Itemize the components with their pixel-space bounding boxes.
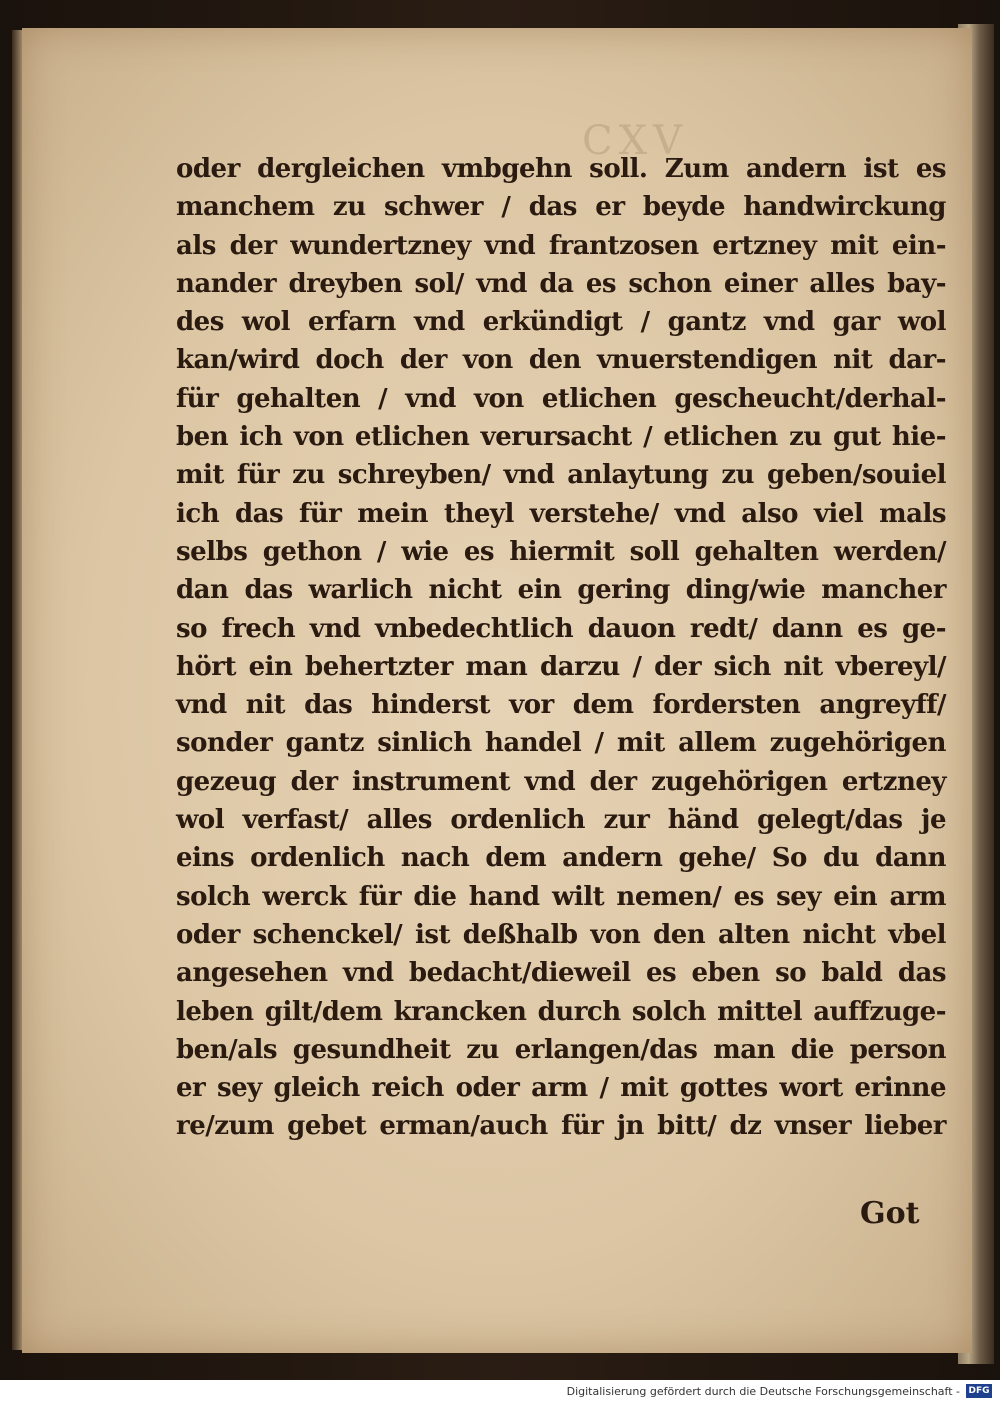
text-line: so frech vnd vnbedechtlich dauon redt/ dann es ge- xyxy=(176,613,946,644)
text-line: leben gilt/dem krancken durch solch mittel auffzuge- xyxy=(176,996,946,1027)
text-line: mit für zu schreyben/ vnd anlaytung zu geben/souiel xyxy=(176,460,946,491)
text-line: ben/als gesundheit zu erlangen/das man die person xyxy=(176,1034,946,1065)
text-line: oder dergleichen vmbgehn soll. Zum andern ist es xyxy=(176,154,946,184)
text-line: dan das warlich nicht ein gering ding/wie mancher xyxy=(176,575,946,606)
text-line: selbs gethon / wie es hiermit soll gehalten werden/ xyxy=(176,536,946,567)
text-line: als der wundertzney vnd frantzosen ertzney mit ein- xyxy=(176,230,946,261)
text-line: vnd nit das hinderst vor dem fordersten angreyff/ xyxy=(176,690,946,721)
text-line: nander dreyben sol/ vnd da es schon einer alles bay- xyxy=(176,268,946,299)
text-line: solch werck für die hand wilt nemen/ es sey ein arm xyxy=(176,881,946,912)
text-line: für gehalten / vnd von etlichen gescheucht/derhal- xyxy=(176,383,946,414)
book-spine-edge xyxy=(12,30,22,1350)
text-line: angesehen vnd bedacht/dieweil es eben so bald das xyxy=(176,958,946,989)
text-line: re/zum gebet erman/auch für jn bitt/ dz vnser lieber xyxy=(176,1111,946,1142)
text-line: eins ordenlich nach dem andern gehe/ So du dann xyxy=(176,843,946,874)
text-line: sonder gantz sinlich handel / mit allem zugehörigen xyxy=(176,728,946,759)
text-line: ben ich von etlichen verursacht / etlichen zu gut hie- xyxy=(176,422,946,453)
text-line: gezeug der instrument vnd der zugehörigen ertzney xyxy=(176,766,946,797)
text-line: oder schenckel/ ist deßhalb von den alten nicht vbel xyxy=(176,919,946,950)
text-block xyxy=(176,150,946,1146)
text-line: manchem zu schwer / das er beyde handwirckung xyxy=(176,192,946,223)
funding-credit: Digitalisierung gefördert durch die Deutsche Forschungsgemeinschaft - xyxy=(566,1384,960,1398)
text-line: kan/wird doch der von den vnuerstendigen nit dar- xyxy=(176,345,946,376)
faint-folio-mark: CXV xyxy=(582,118,688,164)
text-line: wol verfast/ alles ordenlich zur händ gelegt/das je xyxy=(176,805,946,836)
text-line: ich das für mein theyl verstehe/ vnd also viel mals xyxy=(176,498,946,529)
text-line: er sey gleich reich oder arm / mit gottes wort erinne xyxy=(176,1073,946,1104)
dfg-logo: DFG xyxy=(966,1384,992,1398)
text-line: hört ein behertzter man darzu / der sich nit vbereyl/ xyxy=(176,651,946,682)
text-line: des wol erfarn vnd erkündigt / gantz vnd gar wol xyxy=(176,307,946,338)
catchword: Got xyxy=(860,1196,920,1231)
footer-bar xyxy=(0,1380,1000,1402)
